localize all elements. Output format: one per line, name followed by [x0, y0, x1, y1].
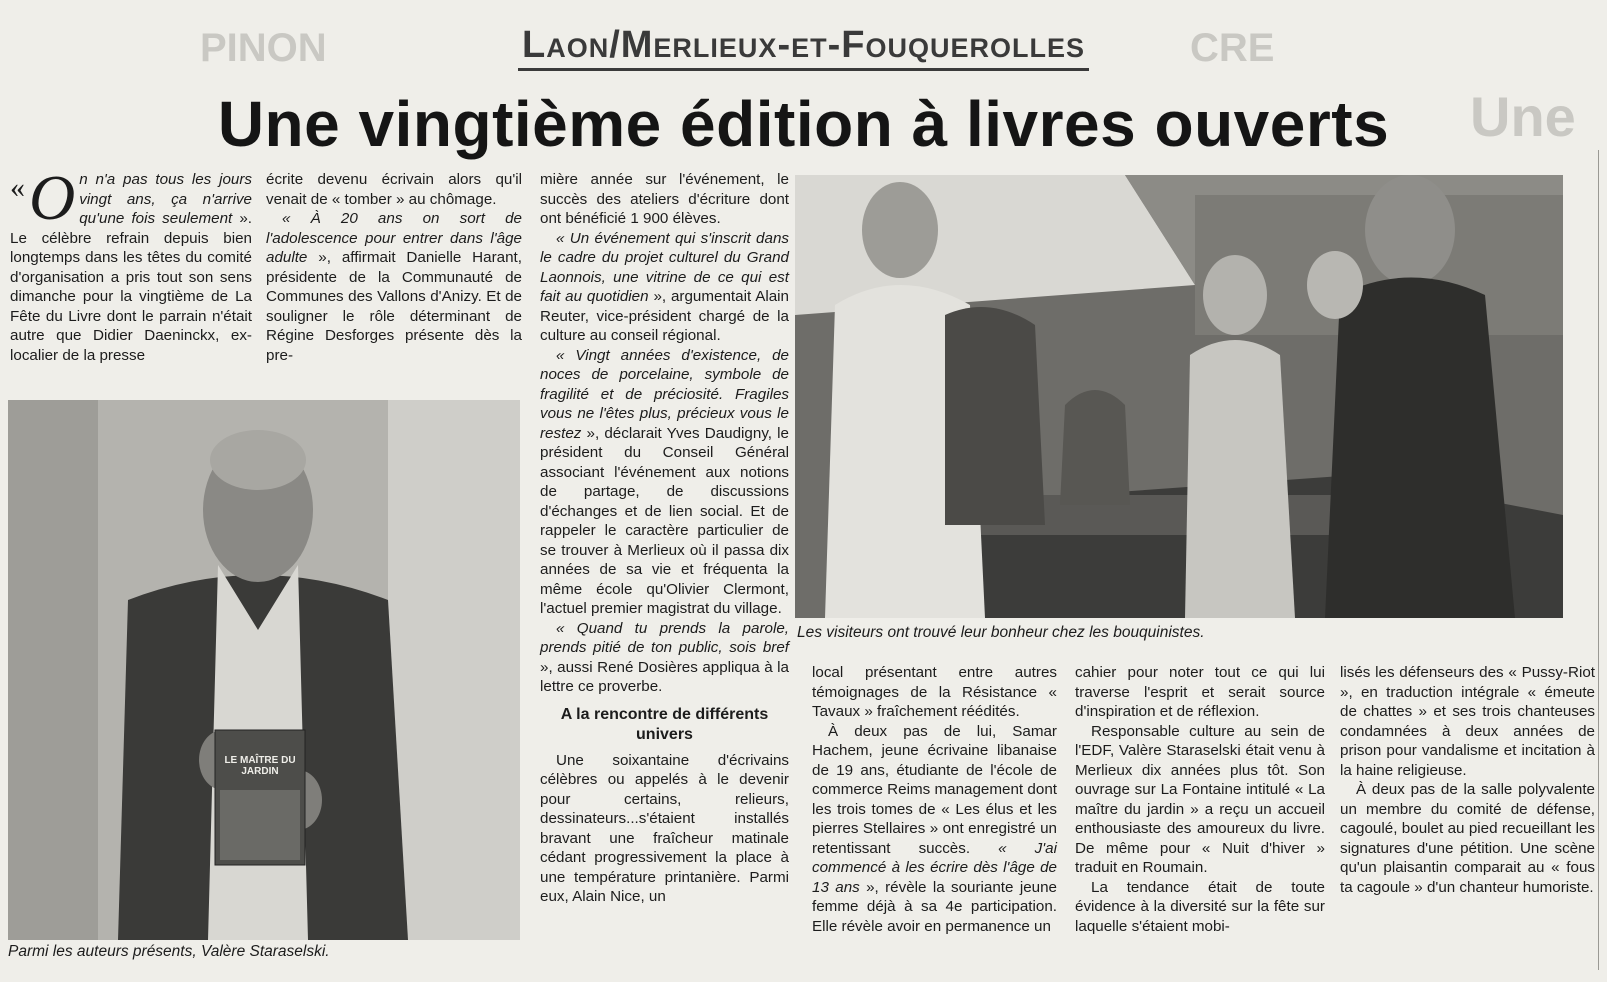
lead-quote: n n'a pas tous les jours vingt ans, ça n'arrive qu'une fois seulement: [79, 171, 252, 227]
col6-paragraph-1: lisés les défenseurs des « Pussy-Riot », en traduction intégrale « émeute de chattes » et ses trois chanteuses condamnées à deux années de prison pour vandalisme et incitation à la haine religieuse.: [1340, 664, 1595, 779]
article-kicker: Laon/Merlieux-et-Fouquerolles: [0, 24, 1607, 67]
col4-paragraph-2: [812, 722, 1057, 937]
col3-paragraph-3: [540, 346, 789, 619]
col3-quote-3: « Quand tu prends la parole, prends pitié de ton public, sois bref: [540, 619, 789, 656]
left-margin-strip: [0, 150, 10, 400]
book-title: LE MAÎTRE DU JARDIN: [224, 755, 296, 777]
col5-paragraph-3: La tendance était de toute évidence à la diversité sur la fête sur laquelle s'étaient mobi-: [1075, 878, 1325, 935]
photo-author: [8, 400, 520, 940]
col3-body-2: », déclarait Yves Daudigny, le président du Conseil Général associant l'événement aux notions de partage, de discussions d'échanges et de lien social. Et de rappeler le caractère particulier de se trouver à Merlieux où il passa dix années de sa vie et fréquenta la même école qu'Olivier Clermont, l'actuel premier magistrat du village.: [540, 424, 789, 617]
article-headline: Une vingtième édition à livres ouverts: [217, 88, 1390, 160]
column-6: [1340, 663, 1595, 897]
col3-body-3: », aussi René Dosières appliqua à la lettre ce proverbe.: [540, 658, 789, 695]
col3-paragraph-2: [540, 229, 789, 346]
col3-paragraph-5: Une soixantaine d'écrivains célèbres ou appelés à le devenir pour certains, relieurs, dessinateurs...s'étaient installés bravant une fraîcheur matinale cédant progressivement la place à une température printanière. Parmi eux, Alain Nice, un: [540, 751, 789, 905]
photo-visitors-illustration: [795, 175, 1563, 618]
lead-body: ». Le célèbre refrain depuis bien longtemps dans les têtes du comité d'organisation a pris tout son sens dimanche pour la vingtième de La Fête du Livre dont le parrain n'était autre que Didier Daeninckx, ex-localier de la presse: [10, 210, 253, 364]
photo-author-illustration: [8, 400, 520, 940]
col4-body-2: », révèle la souriante jeune femme déjà à sa 4e participation. Elle révèle avoir en permanence un: [812, 878, 1057, 935]
column-4: [812, 663, 1057, 936]
caption-author: Parmi les auteurs présents, Valère Staraselski.: [8, 943, 330, 960]
col3-body-1: », argumentait Alain Reuter, vice-président chargé de la culture au conseil régional.: [540, 288, 789, 344]
ghost-left-top: PINON: [200, 26, 327, 70]
col5-paragraph-2: Responsable culture au sein de l'EDF, Valère Staraselski était venu à Merlieux dix années plus tôt. Son ouvrage sur La Fontaine intitulé « La maître du jardin » a reçu un accueil enthousiaste des amoureux du livre. De même pour « Nuit d'hiver » traduit en Roumain.: [1075, 722, 1325, 876]
col4-paragraph-1: local présentant entre autres témoignages de la Résistance « Tavaux » fraîchement réédités.: [812, 664, 1057, 720]
column-2: [266, 170, 522, 365]
ghost-right-headline: Une: [1470, 85, 1576, 148]
col2-body: », affirmait Danielle Harant, présidente de la Communauté de Communes des Vallons d'Anizy. Et de souligner le rôle déterminant de Régine Desforges présente dès la pre-: [266, 249, 522, 364]
col3-quote-2: « Vingt années d'existence, de noces de porcelaine, symbole de fragilité et de préciosité. Fragiles vous ne l'êtes plus, précieux vous le restez: [540, 346, 789, 442]
lead-paragraph: [10, 162, 253, 365]
col4-body: À deux pas de lui, Samar Hachem, jeune écrivaine libanaise de 19 ans, étudiante de l'école de commerce Reims management dont les trois tomes de « Les élus et les pierres Stellaires » ont enregistré un retentissant succès.: [812, 722, 1057, 857]
column-1: [10, 162, 253, 365]
col3-paragraph-4: [540, 619, 789, 697]
col6-paragraph-2: À deux pas de la salle polyvalente un membre du comité de défense, cagoulé, boulet au pied recueillant les signatures d'une pétition. Une scène qu'un plaisantin comparait au « fous ta cagoule » d'un chanteur humoriste.: [1340, 781, 1595, 896]
section-subhead: A la rencontre de différents univers: [560, 705, 769, 743]
column-5: [1075, 663, 1325, 936]
column-rule: [1598, 150, 1599, 970]
col4-quote: « J'ai commencé à les écrire dès l'âge de 13 ans: [812, 839, 1057, 896]
col5-paragraph-1: cahier pour noter tout ce qui lui traverse l'esprit et serait source d'inspiration et de réflexion.: [1075, 664, 1325, 720]
photo-visitors: [795, 175, 1563, 618]
col2-paragraph-2: [266, 209, 522, 365]
col2-paragraph-1: écrite devenu écrivain alors qu'il venait de « tomber » au chômage.: [266, 171, 522, 208]
ghost-right-top: CRE: [1190, 26, 1275, 70]
col3-paragraph-1: mière année sur l'événement, le succès des ateliers d'écriture dont ont bénéficié 1 900 élèves.: [540, 171, 789, 227]
col2-quote: « À 20 ans on sort de l'adolescence pour entrer dans l'âge adulte: [266, 210, 522, 266]
drop-cap: O: [29, 162, 76, 233]
opening-quote: «: [10, 171, 25, 204]
caption-visitors: Les visiteurs ont trouvé leur bonheur chez les bouquinistes.: [797, 624, 1205, 641]
col3-quote-1: « Un événement qui s'inscrit dans le cadre du projet culturel du Grand Laonnois, une vitrine de ce qui est fait au quotidien: [540, 229, 789, 305]
column-3: [540, 170, 789, 907]
